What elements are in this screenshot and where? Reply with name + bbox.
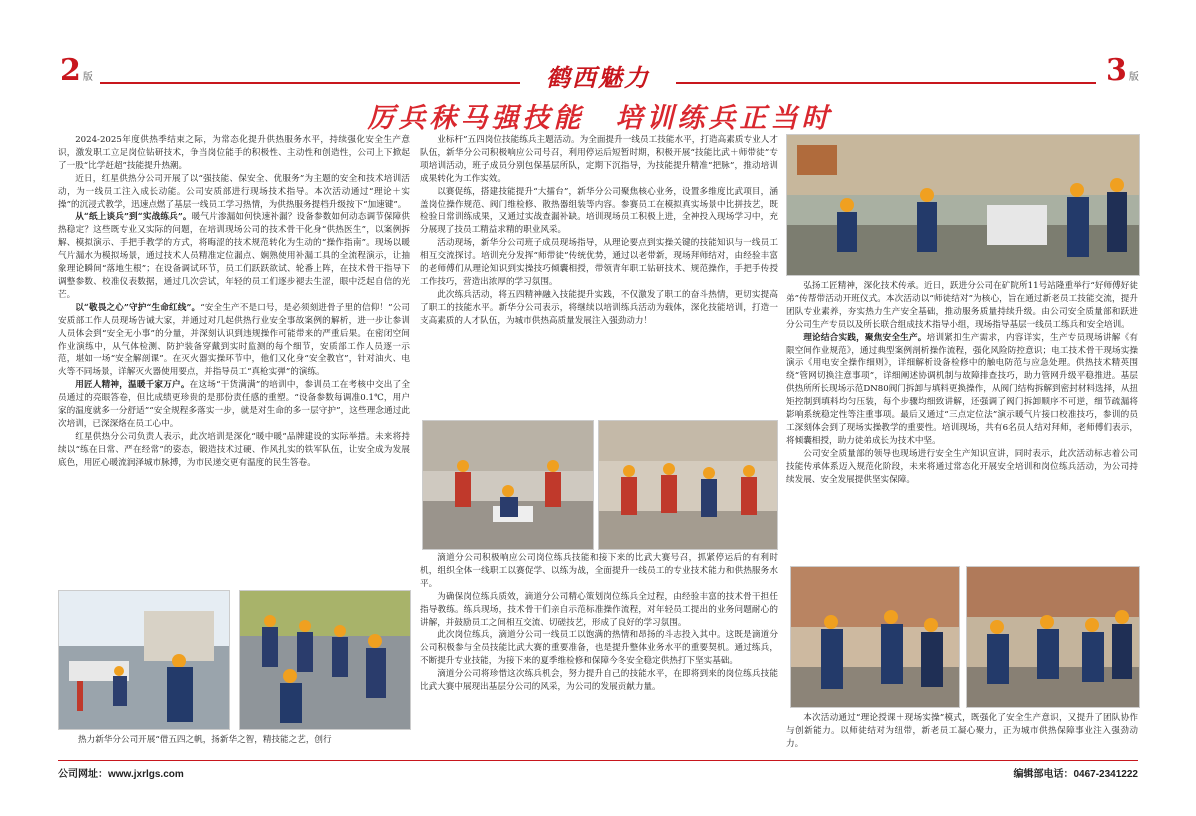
footer-rule: [58, 760, 1138, 761]
article-column-3-bottom: [786, 712, 1138, 758]
masthead: 鹤西魅力: [546, 63, 650, 92]
paragraph: 以“敬畏之心”守护“生命红线”。“安全生产不是口号，是必须刻进骨子里的信仰！”公司安质部工作人员现场告诫大家，并通过对几起供热行业安全事故案例的解析，进一步让参训人员体会到“安全无小事”的分量，并深刻认识到违规操作可能带来的严重后果。在密闭空间作业演练中，从气体检测、防护装备穿戴到实时监测的每个细节，安质部工作人员逐一示范，堪如一场“安全解剖课”。在灭火器实操环节中，他们又化身“安全教官”，针对油火、电火等不同场景，详解灭火器使用要点，并指导员工“真枪实弹”的演练。: [58, 302, 410, 378]
paragraph: 近日，红星供热分公司开展了以“强技能、保安全、优服务”为主题的安全和技术培训活动，为一线员工注入成长动能。公司安质部进行现场技术指导。本次活动通过“理论＋实操”的沉浸式教学，迅速点燃了基层一线员工学习热情，为供热服务提档升级按下“加速键”。: [58, 173, 410, 210]
footer-phone: 编辑部电话：0467-2341222: [1013, 769, 1138, 780]
page-num-right: 3: [1106, 53, 1127, 88]
photo-xinhua-1: [58, 590, 230, 730]
paragraph: 此次练兵活动，将五四精神融入技能提升实践，不仅激发了职工的奋斗热情，更切实提高了职工的技能水平。新华分公司表示，将继续以培训练兵活动为载体，深化技能培训，打造一支高素质的人才队伍，为城市供热高质量发展注入强劲动力！: [420, 289, 778, 326]
paragraph-lead: 以“敬畏之心”守护“生命红线”。: [75, 302, 201, 313]
page-suffix-right: 版: [1128, 72, 1139, 83]
photo-yuejin-3: [966, 566, 1140, 708]
paragraph: 本次活动通过“理论授课＋现场实操”模式，既强化了安全生产意识，又提升了团队协作与创新能力。以师徒结对为纽带，新老员工凝心聚力，正为城市供热保障事业注入强劲动力。: [786, 713, 1138, 749]
right-page-number: [1106, 53, 1139, 88]
paragraph: 以赛促练，搭建技能提升“大擂台”，新华分公司聚焦核心业务，设置多维度比武项目，涵盖岗位操作规范、阀门维检修、散热器组装等内容。参赛员工在模拟真实场景中比拼技艺，既检验日常训练成果，又通过实战查漏补缺。培训现场员工积极上进，全神投入现场学习中，充分展现了技员工精益求精的职业风采。: [420, 186, 778, 236]
paragraph: 弘扬工匠精神，深化技术传承。近日，跃进分公司在矿院所11号站隆重举行“好师傅好徒弟”传帮带活动开班仪式。本次活动以“师徒结对”为核心，旨在通过新老员工技能交流，提升团队专业素养，夯实热力生产安全基础，推动服务质量持续升级。由公司安全质量部和跃进分公司生产专员以及所长联合组成技术指导小组，现场指导基层一线员工练兵和安全培训。: [786, 281, 1138, 330]
headline: 厉兵秣马强技能 培训练兵正当时: [367, 103, 833, 134]
paragraph: 为确保岗位练兵质效，滴道分公司精心策划岗位练兵全过程，由经验丰富的技术骨干担任指导教练。练兵现场，技术骨干们亲自示范标准操作流程，对年轻员工提出的业务问题耐心的讲解，并鼓励员工之间相互交流、切磋技艺，形成了良好的学习氛围。: [420, 591, 778, 628]
article-column-2-top: [420, 134, 778, 416]
article-column-1: [58, 134, 410, 586]
paragraph: 公司安全质量部的领导也现场进行安全生产知识宣讲，同时表示，此次活动标志着公司技能传承体系迈入规范化阶段，未来将通过常态化开展安全培训和岗位练兵活动，为公司持续发展、安全发展提供坚实保障。: [786, 448, 1138, 485]
left-page-number: [60, 53, 93, 88]
page-suffix-left: 版: [82, 72, 93, 83]
photo-xinhua-2: [239, 590, 411, 730]
photo-didao-2: [598, 420, 778, 550]
paragraph: 用匠人精神，温暖千家万户。在这场“干货满满”的培训中，参训员工在考核中交出了全员通过的亮眼答卷，但比成绩更珍贵的是那份责任感的重塑。“设备参数每调准0.1℃，用户家的温度就多一分舒适”“安全规程多落实一步，就是对生命的多一层守护”，这些理念通过此次培训，已深深烙在员工心中。: [58, 380, 410, 429]
header-rule-right: [676, 82, 1096, 84]
paragraph-lead: 理论结合实践，聚焦安全生产。: [803, 332, 927, 343]
page-num-left: 2: [60, 53, 81, 88]
paragraph: 理论结合实践，聚焦安全生产。培训紧扣生产需求，内容详实，生产专员现场讲解《有限空间作业规范》，通过典型案例剖析操作流程，强化风险防控意识；电工技术骨干现场实操演示《用电安全操作细则》，详细解析设备检修中的触电防范与应急处理。供热技术精英围绕“管网切换注意事项”，详细阐述协调机制与故障排查技巧，助力管网升级平稳推进。基层供热所所长现场示范DN80阀门拆卸与填料更换操作，从阀门结构拆解到密封材料选择，从扭矩控制到填料均匀压装，每个步骤均细致讲解，还强调了阀门拆卸顺序不可逆，细节疏漏将影响系统稳定性等注重事项。最后又通过“三点定位法”演示暖气片接口校准技巧，参训的员工深刻体会到了现场实操教学的重要性。培训现场，共有6名员人结对拜师，老师傅们表示，将倾囊相授，助力徒弟成长为技术中坚。: [786, 332, 1138, 446]
paragraph: 滴道分公司将珍惜这次练兵机会，努力提升自己的技能水平，在即将到来的岗位练兵技能比武大赛中展现出基层分公司的风采，为公司的发展贡献力量。: [420, 669, 778, 693]
paragraph: 从“纸上谈兵”到“实战练兵”。暖气片渗漏如何快速补漏？设备参数如何动态调节保障供热稳定？这些既专业又实际的问题，在培训现场公司的技术骨干化身“供热医生”，以案例拆解、模拟演示、手把手教学的方式，将晦涩的技术规范转化为生动的“操作指南”。现场以暖气片漏水为模拟场景，通过技术人员精准定位漏点、娴熟使用补漏工具的全流程演示，让抽象理论瞬间“落地生根”；在设备调试环节，员工们跃跃欲试、轮番上阵，在技术骨干指导下调整参数、校准仪表数据，通过几次尝试，年轻的员工们逐步褪去生涩，眼中泛起自信的光芒。: [58, 212, 410, 300]
paragraph: 业标杆”五四岗位技能练兵主题活动。为全面提升一线员工技能水平，打造高素质专业人才队伍，新华分公司积极响应公司号召，利用停运后短暂时期，积极开展“技能比武＋师带徒”专项培训活动，班子成员分别包保基层所队，定期下沉指导，为技能提升精准“把脉”，推动培训成果转化为工作实效。: [420, 135, 778, 184]
photo-yuejin-1: [786, 134, 1140, 276]
photo-yuejin-2: [790, 566, 960, 708]
paragraph: 此次岗位练兵，滴道分公司一线员工以饱满的热情和昂扬的斗志投入其中。这既是滴道分公司积极参与全员技能比武大赛的重要准备，也是提升整体业务水平的重要契机。通过练兵，不断提升专业技能，为接下来的夏季维检修和保障今冬安全稳定供热打下坚实基础。: [420, 630, 778, 667]
paragraph: 活动现场，新华分公司班子成员现场指导，从理论要点到实操关键的技能知识与一线员工相互交流探讨。培训充分发挥“师带徒”传统优势，通过以老带新，现场拜师结对，由经验丰富的老师傅们从理论知识到实操技巧倾囊相授，带领青年职工钻研技术、规范操作，手把手传授工作技巧，营造出浓厚的学习氛围。: [420, 238, 778, 287]
paragraph-lead: 从“纸上谈兵”到“实战练兵”。: [75, 212, 192, 223]
paragraph: 红星供热分公司负责人表示，此次培训是深化“暖中暖”品牌建设的实际举措。未来将持续以“练在日常、严在经常”的姿态，锻造技术过硬、作风扎实的铁军队伍，让安全成为发展底色，用匠心暖流润泽城市脉搏，为市民递交更有温度的民生答卷。: [58, 431, 410, 468]
photo-didao-1: [422, 420, 594, 550]
caption-left: 热力新华分公司开展“借五四之帆，扬新华之智，精技能之艺，创行: [78, 735, 332, 745]
article-column-2-bottom: [420, 552, 778, 752]
header-rule-left: [100, 82, 520, 84]
article-column-3: [786, 280, 1138, 558]
paragraph: 2024-2025年度供热季结束之际，为常态化提升供热服务水平，持续强化安全生产意识，激发职工立足岗位钻研技术，争当岗位能手的积极性、主动性和创造性，公司上下掀起了一股“比学赶超”技能提升热潮。: [58, 135, 410, 171]
paragraph: 滴道分公司积极响应公司岗位练兵技能和接下来的比武大赛号召，抓紧停运后的有利时机，组织全体一线职工以赛促学、以练为战，全面提升一线员工的专业技术能力和供热服务水平。: [420, 553, 778, 589]
paragraph-lead: 用匠人精神，温暖千家万户。: [75, 380, 190, 391]
footer-website: 公司网址：www.jxrlgs.com: [58, 769, 184, 780]
